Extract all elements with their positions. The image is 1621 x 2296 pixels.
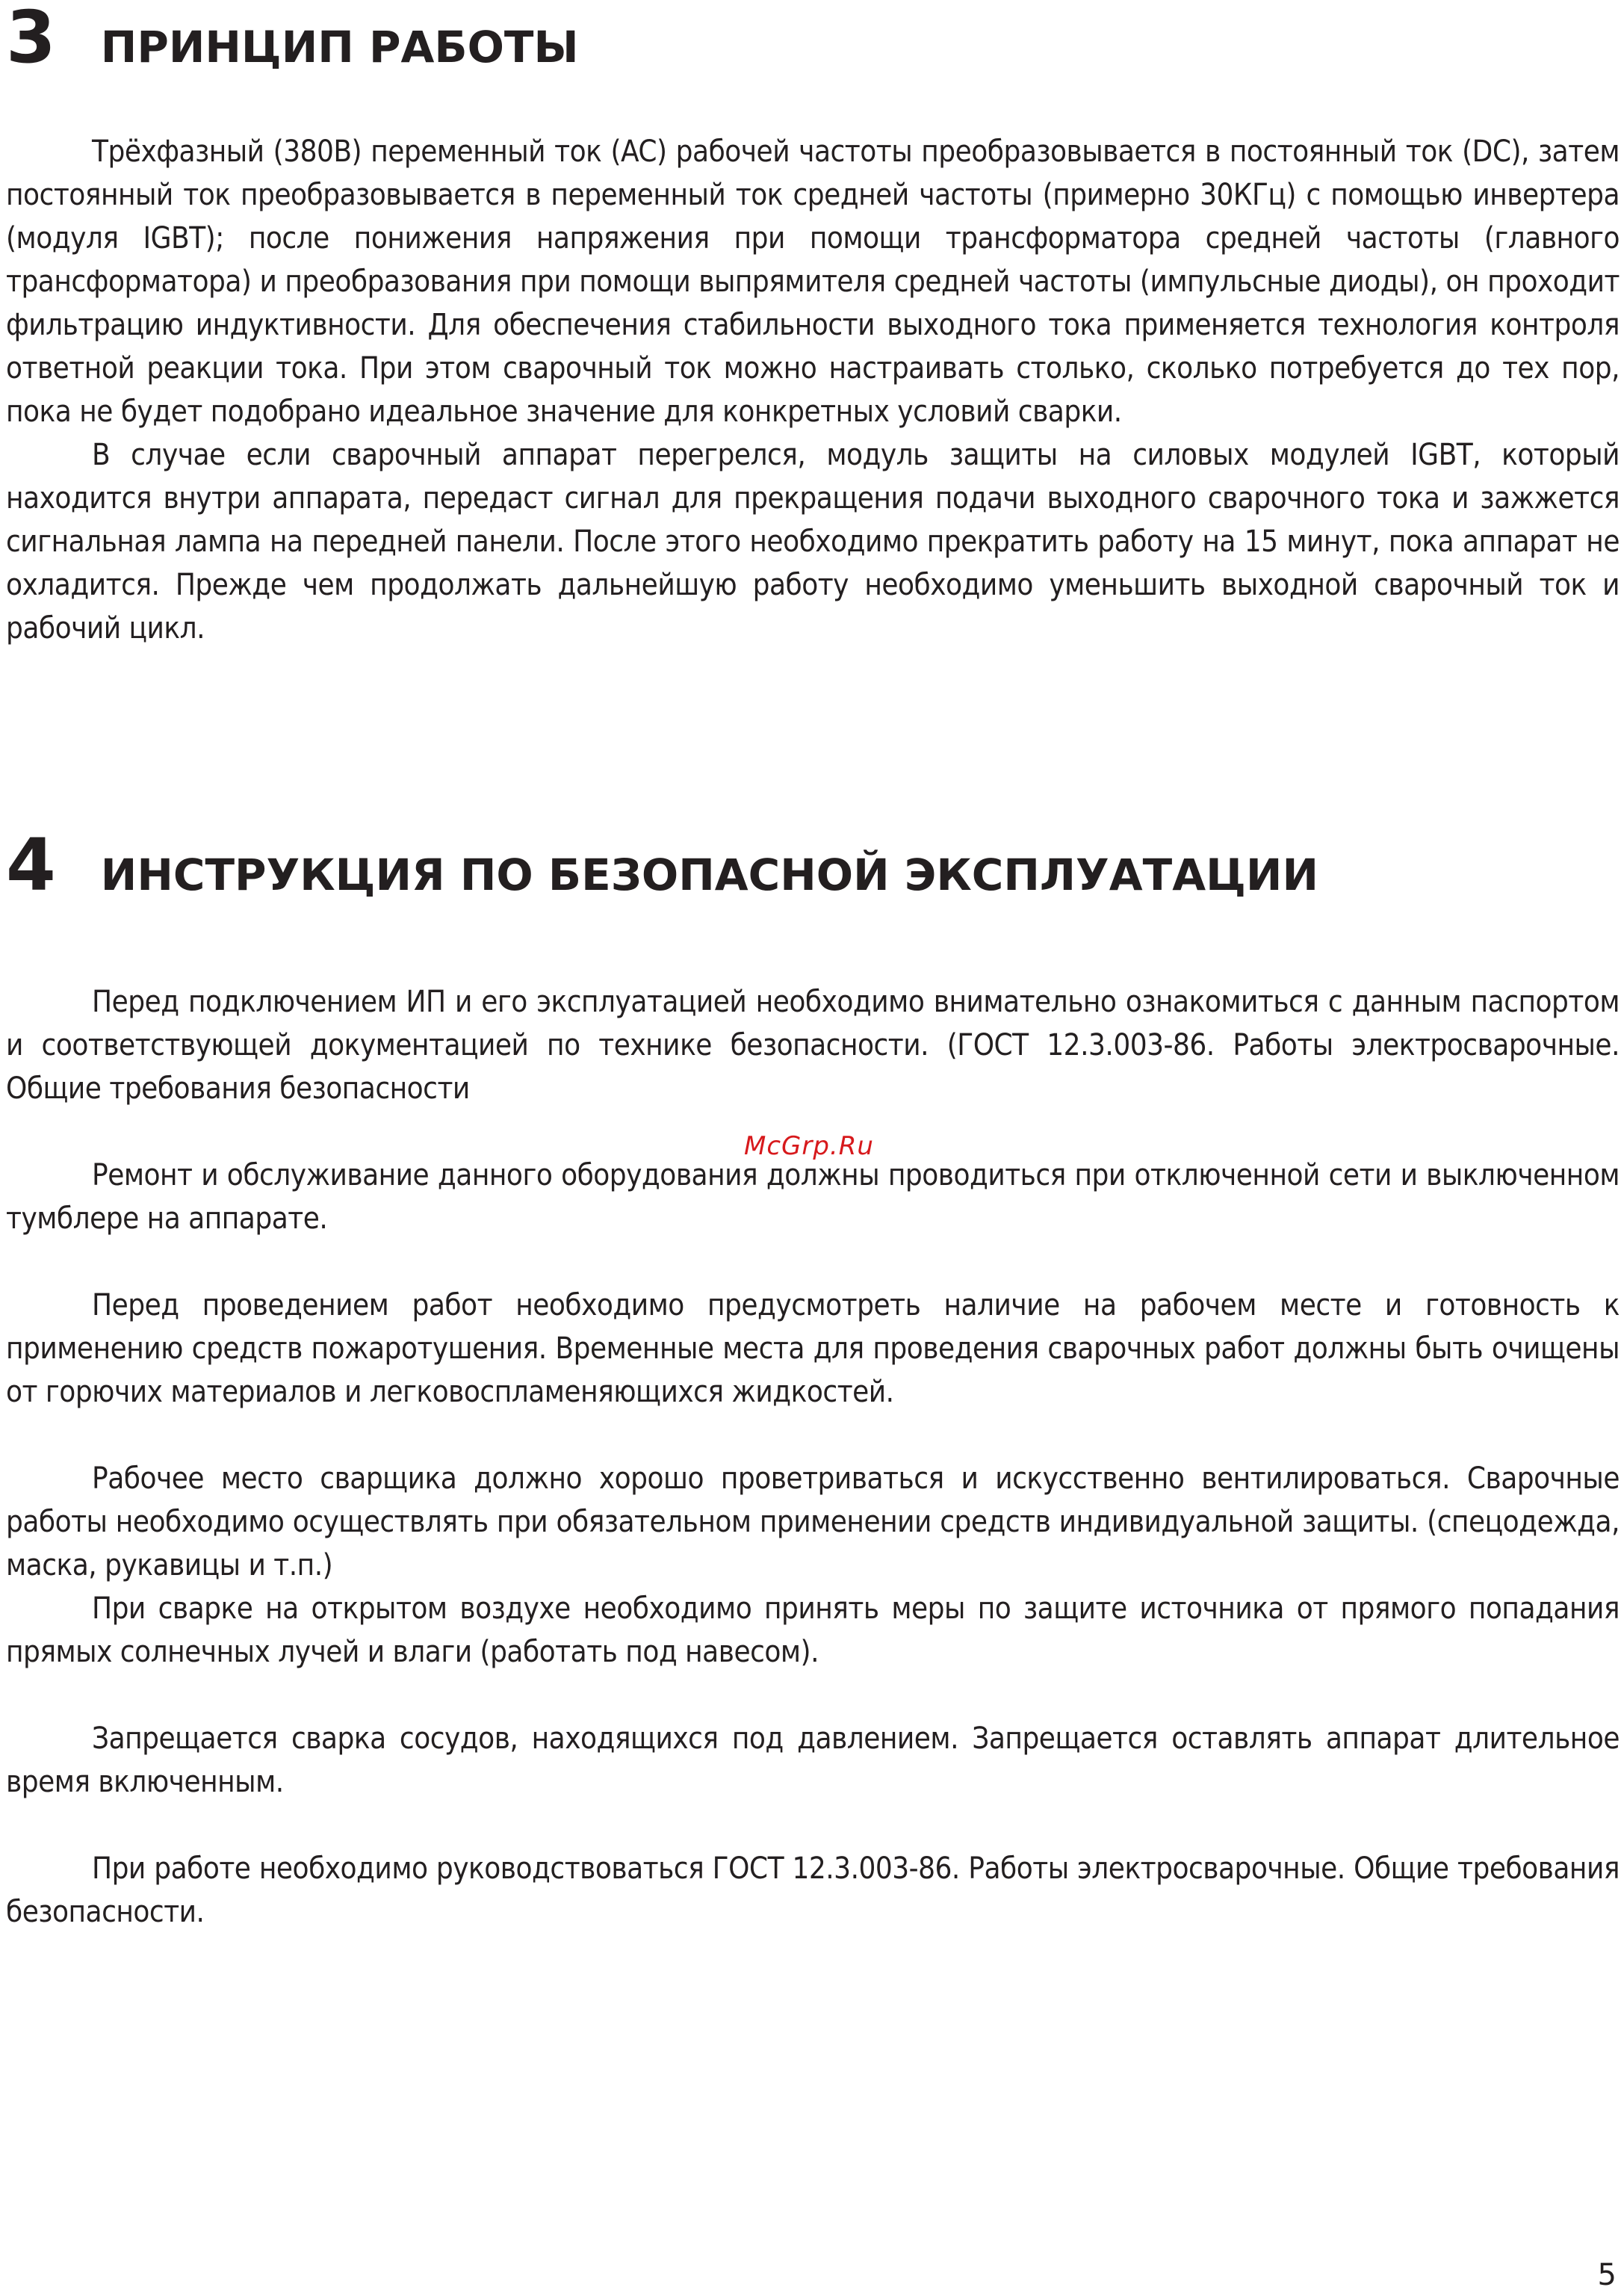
document-page (6, 0, 1621, 2296)
blank-line (6, 1414, 1620, 1457)
page-number: 5 (1597, 2258, 1617, 2292)
blank-line (6, 1674, 1620, 1717)
blank-line (6, 1240, 1620, 1284)
section-4-paragraph: При сварке на открытом воздухе необходимо принять меры по защите источника от прямого попадания прямых солнечных лучей и влаги (работать под навесом). (6, 1591, 1620, 1669)
section-4-heading (6, 823, 1318, 907)
section-3-number: 3 (6, 0, 56, 79)
section-4-number: 4 (6, 823, 56, 907)
section-4-body (6, 980, 1620, 1934)
section-4-title: ИНСТРУКЦИЯ ПО БЕЗОПАСНОЙ ЭКСПЛУАТАЦИИ (100, 850, 1318, 900)
section-3-paragraph: В случае если сварочный аппарат перегрелся, модуль защиты на силовых модулей IGBT, который находится внутри аппарата, передаст сигнал для прекращения подачи выходного сварочного тока и зажжется сигнальная лампа на передней панели. После этого необходимо прекратить работу на 15 минут, пока аппарат не охладится. Прежде чем продолжать дальнейшую работу необходимо уменьшить выходной сварочный ток и рабочий цикл. (6, 438, 1620, 646)
section-3-title: ПРИНЦИП РАБОТЫ (100, 22, 579, 72)
watermark-text: McGrp.Ru (744, 1131, 874, 1161)
section-4-paragraph: При работе необходимо руководствоваться ГОСТ 12.3.003-86. Работы электросварочные. Общие требования безопасности. (6, 1851, 1620, 1929)
blank-line (6, 1804, 1620, 1847)
section-4-paragraph: Перед проведением работ необходимо предусмотреть наличие на рабочем месте и готовность к применению средств пожаротушения. Временные места для проведения сварочных работ должны быть очищены от горючих материалов и легковоспламеняющихся жидкостей. (6, 1288, 1620, 1409)
section-4-paragraph: Запрещается сварка сосудов, находящихся под давлением. Запрещается оставлять аппарат длительное время включенным. (6, 1721, 1620, 1799)
section-3-heading (6, 0, 579, 79)
section-4-paragraph: Рабочее место сварщика должно хорошо проветриваться и искусственно вентилироваться. Сварочные работы необходимо осуществлять при обязательном применении средств индивидуальной защиты. (спецодежда, маска, рукавицы и т.п.) (6, 1461, 1620, 1582)
section-3-paragraph: Трёхфазный (380В) переменный ток (AC) рабочей частоты преобразовывается в постоянный ток (DC), затем постоянный ток преобразовывается в переменный ток средней частоты (примерно 30КГц) с помощью инвертера (модуля IGBT); после понижения напряжения при помощи трансформатора средней частоты (главного трансформатора) и преобразования при помощи выпрямителя средней частоты (импульсные диоды), он проходит фильтрацию индуктивности. Для обеспечения стабильности выходного тока применяется технология контроля ответной реакции тока. При этом сварочный ток можно настраивать столько, сколько потребуется до тех пор, пока не будет подобрано идеальное значение для конкретных условий сварки. (6, 134, 1620, 429)
section-4-paragraph: Ремонт и обслуживание данного оборудования должны проводиться при отключенной сети и выключенном тумблере на аппарате. (6, 1158, 1620, 1236)
section-4-paragraph: Перед подключением ИП и его эксплуатацией необходимо внимательно ознакомиться с данным паспортом и соответствующей документацией по технике безопасности. (ГОСТ 12.3.003-86. Работы электросварочные. Общие требования безопасности (6, 985, 1620, 1106)
section-3-body (6, 130, 1620, 650)
